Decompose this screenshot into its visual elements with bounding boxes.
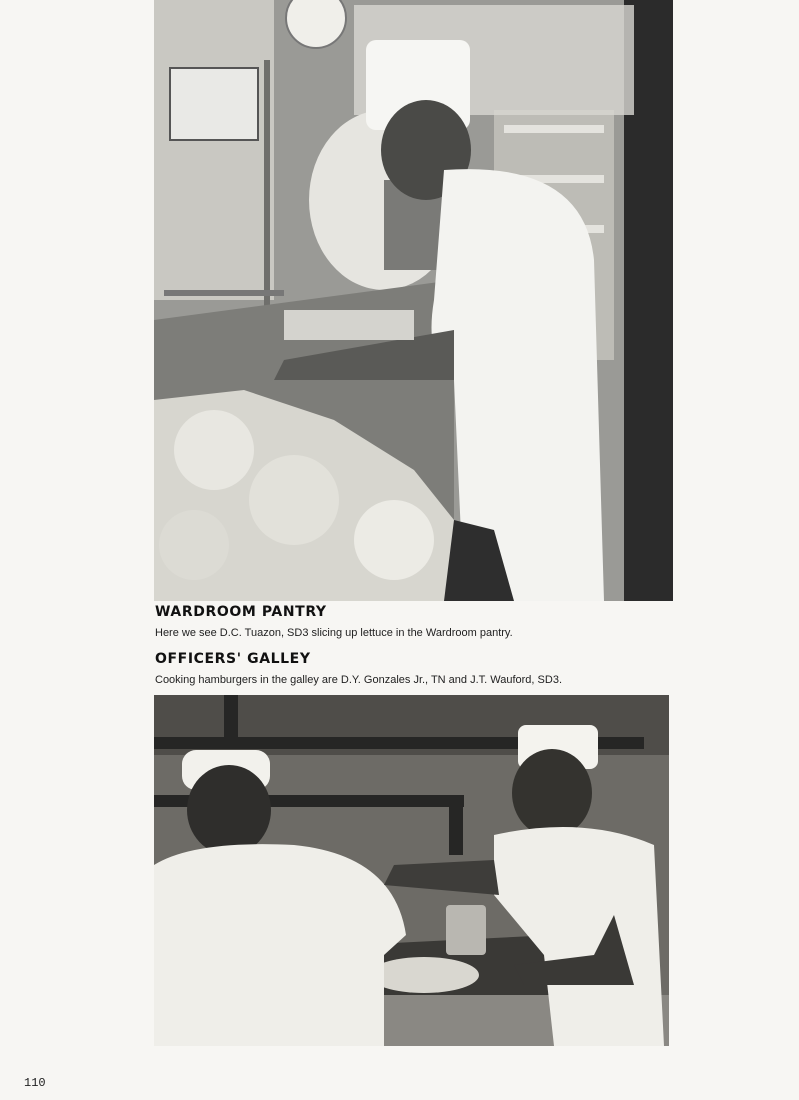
caption-officers-galley: Cooking hamburgers in the galley are D.Y. Gonzales Jr., TN and J.T. Wauford, SD3. bbox=[155, 674, 562, 686]
section-heading-officers-galley: OFFICERS' GALLEY bbox=[155, 651, 311, 667]
wardroom-pantry-photo bbox=[154, 0, 673, 601]
officers-galley-photo bbox=[154, 695, 669, 1046]
caption-wardroom-pantry: Here we see D.C. Tuazon, SD3 slicing up lettuce in the Wardroom pantry. bbox=[155, 627, 513, 639]
section-heading-wardroom-pantry: WARDROOM PANTRY bbox=[155, 604, 327, 620]
page-number: 110 bbox=[24, 1076, 46, 1090]
